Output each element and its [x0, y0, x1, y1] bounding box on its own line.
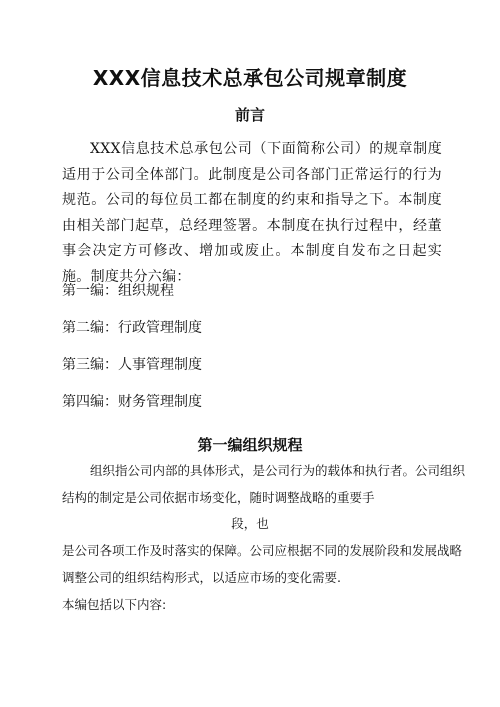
section-text-line: 是公司各项工作及时落实的保障。公司应根据不同的发展阶段和发展战略 [62, 543, 463, 558]
section-text-line: 结构的制定是公司依据市场变化，随时调整战略的重要手 [62, 490, 375, 505]
section-text-line: 组织指公司内部的具体形式，是公司行为的载体和执行者。公司组织 [90, 463, 466, 478]
document-title: XXX信息技术总承包公司规章制度 [92, 66, 408, 90]
intro-paragraph: XXX信息技术总承包公司（下面简称公司）的规章制度适用于公司全体部门。此制度是公司各部门正常运行的行为规范。公司的每位员工都在制度的约束和指导之下。本制度由相关部门起草，总经理签署。本制度在执行过程中，经董事会决定方可修改、增加或废止。本制度自发布之日起实施。制度共分六编： [62, 141, 442, 285]
section-heading: 第一编组织规程 [197, 436, 303, 454]
section-text-line: 调整公司的组织结构形式，以适应市场的变化需要. [62, 570, 341, 585]
toc-item: 第二编：行政管理制度 [62, 320, 202, 336]
toc-item: 第三编：人事管理制度 [62, 357, 202, 373]
preface-heading: 前言 [234, 106, 265, 124]
section-text-line: 本编包括以下内容: [62, 597, 167, 612]
toc-item: 第四编：财务管理制度 [62, 394, 202, 410]
toc-item: 第一编：组织规程 [62, 283, 174, 299]
section-text-line: 段，也 [231, 516, 269, 531]
